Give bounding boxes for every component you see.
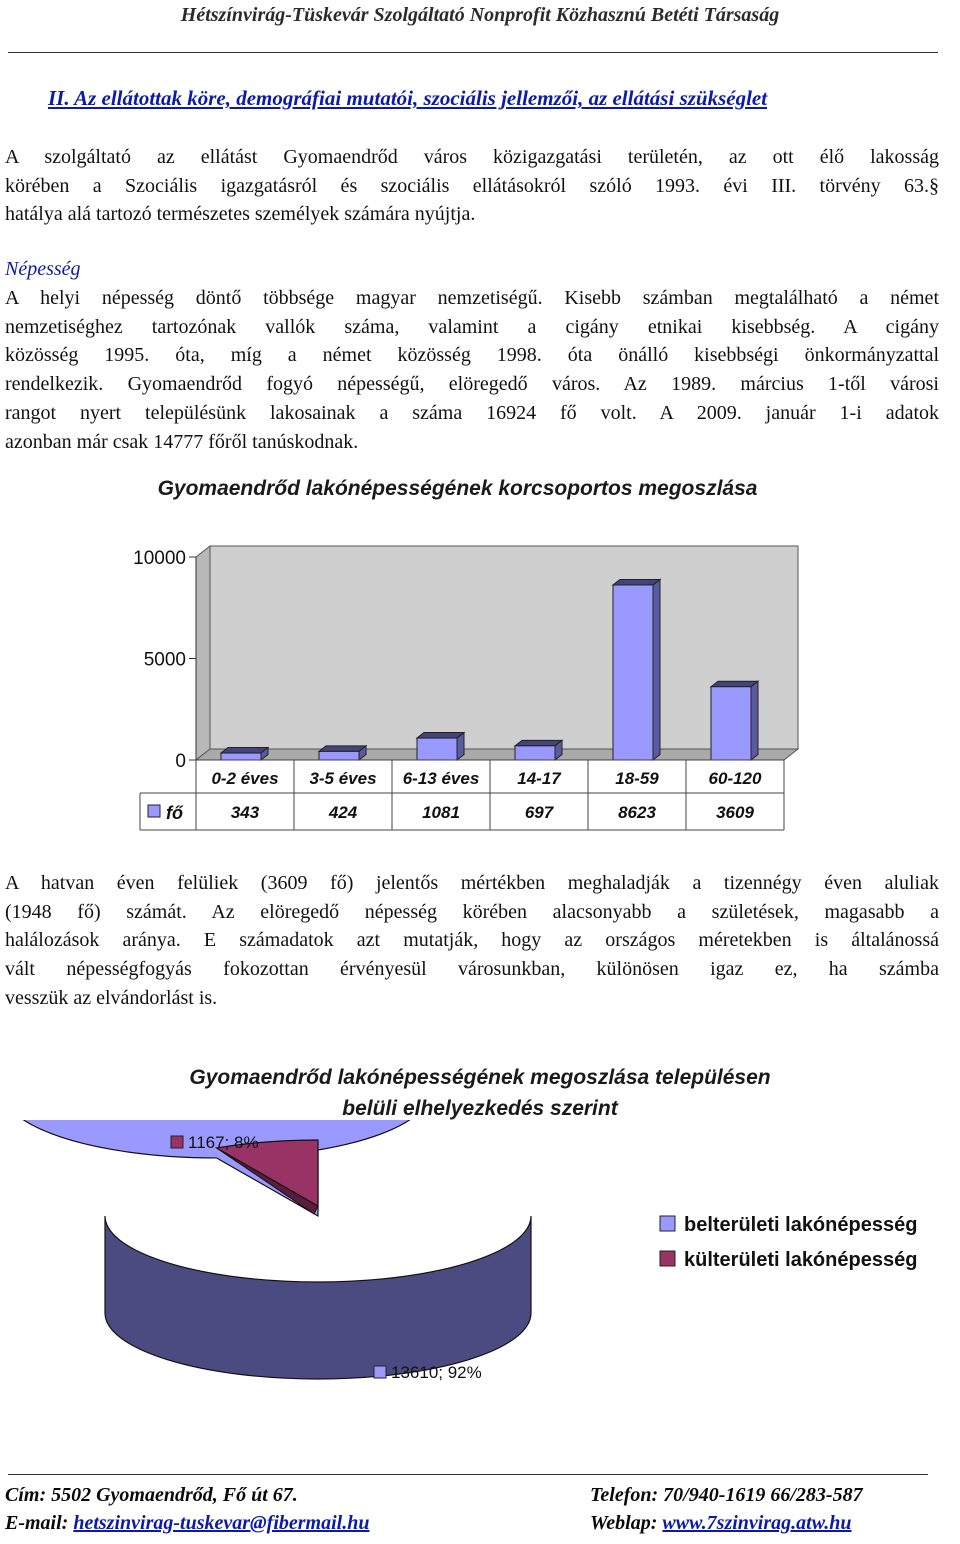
data-table-value: 8623 [618,803,656,822]
footer-phone: Telefon: 70/940-1619 66/283-587 [590,1484,863,1506]
footer-divider [8,1474,928,1475]
intro-paragraph [5,143,939,229]
legend-swatch [660,1216,675,1231]
data-table-value: 3609 [716,803,754,822]
pie-label-swatch [374,1366,386,1378]
pie-data-label: 13610; 92% [391,1363,482,1382]
web-link[interactable]: www.7szinvirag.atw.hu [662,1512,852,1534]
series-legend-swatch [148,805,160,817]
nepesseg-line: rendelkezik. Gyomaendrőd fogyó népességű, elöregedő város. Az 1989. március 1-től városi [5,373,939,396]
population-paragraph [5,869,939,1013]
x-category-label: 3-5 éves [309,769,377,788]
bar-side [653,579,660,760]
bar-top [613,579,660,585]
pie-title-line: belüli elhelyezkedés szerint [342,1097,618,1120]
population-line: vesszük az elvándorlást is. [5,986,218,1009]
bar [711,687,751,760]
population-line: A hatvan éven felüliek (3609 fő) jelentős mértékben meghaladják a tizennégy éven aluliak [5,872,939,894]
population-line: halálozások aránya. E számadatok azt mutatják, hogy az országos méretekben is általánossá [5,929,939,952]
x-category-label: 14-17 [517,769,561,788]
series-legend-label: fő [166,803,183,823]
pie-chart [0,1120,960,1400]
data-table-value: 424 [328,803,358,822]
data-table-value: 1081 [422,803,460,822]
bar-top [515,740,562,746]
bar [319,751,359,760]
pie-chart-title [0,1062,960,1124]
nepesseg-line: A helyi népesség döntő többsége magyar nemzetiségű. Kisebb számban megtalálható a német [5,287,939,309]
y-tick-label: 0 [175,751,186,772]
email-link[interactable]: hetszinvirag-tuskevar@fibermail.hu [73,1512,370,1534]
nepesseg-line: azonban már csak 14777 főről tanúskodnak. [5,430,359,453]
bar [417,738,457,760]
legend-label: külterületi lakónépesség [684,1249,918,1271]
bar-top [319,746,366,752]
legend-swatch [660,1251,675,1266]
footer-address: Cím: 5502 Gyomaendrőd, Fő út 67. [5,1484,298,1506]
pie-title-line: Gyomaendrőd lakónépességének megoszlása településen [189,1066,771,1089]
plot-side-wall [196,546,210,760]
footer-email [5,1512,369,1535]
page-header: Hétszínvirág-Tüskevár Szolgáltató Nonprofit Közhasznú Betéti Társaság [180,4,780,26]
x-category-label: 6-13 éves [402,769,480,788]
nepesseg-paragraph [5,284,939,456]
nepesseg-line: rangot nyert településünk lakosainak a száma 16924 fő volt. A 2009. január 1-i adatok [5,401,939,424]
population-line: vált népességfogyás fokozottan érvényesül városunkban, különösen igaz ez, ha számba [5,958,939,981]
pie-label-swatch [171,1136,183,1148]
bar [221,753,261,760]
bar-top [417,733,464,739]
y-tick-label: 5000 [143,649,186,671]
y-tick-label: 10000 [133,548,186,569]
email-label: E-mail: [5,1512,69,1534]
x-category-label: 18-59 [615,769,659,788]
pie-slice-side [105,1216,531,1379]
x-category-label: 60-120 [708,769,762,788]
bar [515,746,555,760]
bar-chart-title: Gyomaendrőd lakónépességének korcsoportos megoszlása [157,477,758,500]
population-line: (1948 fő) számát. Az elöregedő népesség körében alacsonyabb a születések, magasabb a [5,900,939,923]
plot-floor [196,749,798,760]
web-label: Weblap: [590,1512,658,1534]
x-category-label: 0-2 éves [211,769,279,788]
intro-line: A szolgáltató az ellátást Gyomaendrőd város közigazgatási területén, az ott élő lakosság [5,146,939,168]
data-table-value: 343 [230,803,260,822]
bar-chart [0,520,960,840]
bar [613,585,653,760]
legend-label: belterületi lakónépesség [684,1214,918,1236]
nepesseg-line: közösség 1995. óta, míg a német közösség 1998. óta önálló kisebbségi önkormányzattal [5,344,939,367]
intro-line: hatálya alá tartozó természetes személyek számára nyújtja. [5,203,476,226]
pie-data-label: 1167; 8% [188,1133,259,1152]
bar-side [751,681,758,760]
bar-side [457,733,464,760]
intro-line: körében a Szociális igazgatásról és szociális ellátásokról szóló 1993. évi III. törvény 63.§ [5,174,939,197]
plot-back-wall [210,546,798,749]
section-title: II. Az ellátottak köre, demográfiai mutatói, szociális jellemzői, az ellátási szükséglet [48,86,768,110]
nepesseg-line: nemzetiséghez tartozónak vallók száma, valamint a cigány etnikai kisebbség. A cigány [5,315,939,338]
data-table-value: 697 [524,803,554,822]
bar-top [711,681,758,687]
bar-top [221,748,268,754]
nepesseg-heading: Népesség [5,258,81,280]
header-divider [8,52,938,53]
footer-web [590,1512,852,1535]
